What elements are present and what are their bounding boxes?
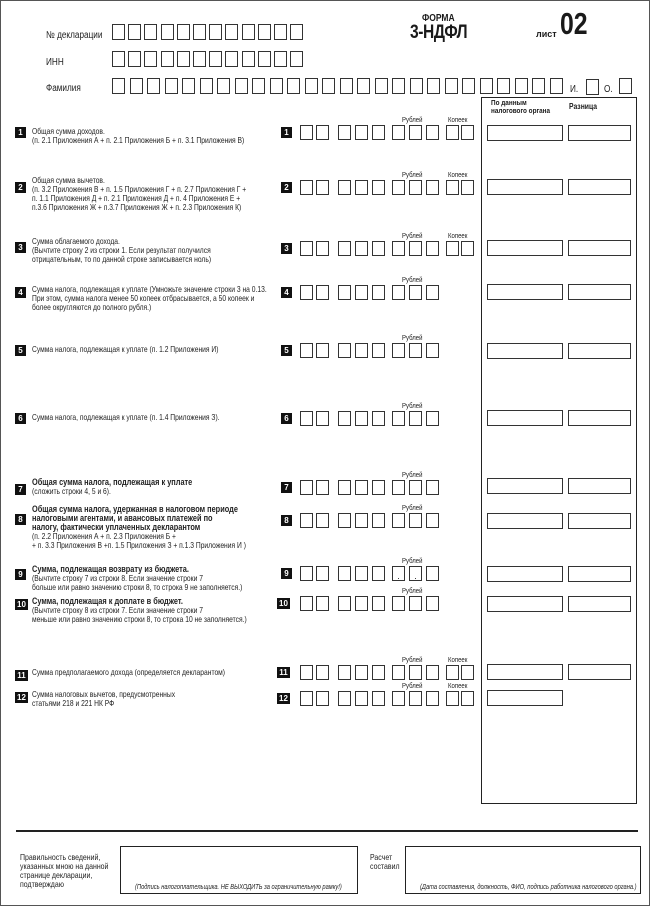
- kopeck-digit-cell[interactable]: [446, 180, 459, 195]
- ruble-digit-cell[interactable]: [338, 480, 351, 495]
- ruble-digit-cell[interactable]: [392, 180, 405, 195]
- ruble-digit-cell[interactable]: [372, 480, 385, 495]
- ruble-digit-cell[interactable]: [355, 180, 368, 195]
- difference-value-box[interactable]: [568, 284, 631, 300]
- difference-value-box[interactable]: [568, 566, 631, 582]
- tax-authority-value-box[interactable]: [487, 125, 563, 141]
- calculation-label: [370, 853, 400, 871]
- kopeck-digit-cell[interactable]: [461, 125, 474, 140]
- inn-digit-cell[interactable]: [274, 51, 287, 67]
- surname-letter-cell[interactable]: [200, 78, 213, 94]
- line-number-badge-right: 11: [277, 667, 290, 678]
- ruble-digit-cell[interactable]: [409, 343, 422, 358]
- line-text: Сумма налога, подлежащая к уплате (п. 1.4 Приложения З).: [32, 413, 220, 422]
- ruble-digit-cell[interactable]: [355, 691, 368, 706]
- kopeck-digit-cell[interactable]: [446, 665, 459, 680]
- line-description: [32, 478, 192, 496]
- line-text: (Вычтите строку 8 из строки 7. Если значение строки 7: [32, 606, 203, 615]
- declaration-digit-cell[interactable]: [258, 24, 271, 40]
- line-description: [32, 668, 225, 677]
- line-description: [32, 345, 218, 354]
- ruble-digit-cell[interactable]: [372, 411, 385, 426]
- rubles-label: Рублей: [402, 170, 423, 179]
- ruble-digit-cell[interactable]: [372, 665, 385, 680]
- tax-authority-value-box[interactable]: [487, 566, 563, 582]
- ruble-digit-cell[interactable]: [338, 125, 351, 140]
- line-title: налоговыми агентами, и авансовых платежей по: [32, 513, 213, 523]
- line-number-badge: 1: [15, 127, 26, 138]
- line-number-badge: 2: [15, 182, 26, 193]
- footer-divider: [16, 830, 638, 832]
- ruble-digit-cell[interactable]: [372, 691, 385, 706]
- patronymic-initial-field[interactable]: [619, 78, 632, 94]
- line-text: (Вычтите строку 2 из строки 1. Если результат получился: [32, 246, 211, 255]
- sheet-label: лист: [536, 29, 557, 39]
- surname-letter-cell[interactable]: [217, 78, 230, 94]
- ruble-digit-cell[interactable]: [338, 513, 351, 528]
- surname-letter-cell[interactable]: [410, 78, 423, 94]
- line-title: Общая сумма налога, удержанная в налоговом периоде: [32, 504, 238, 514]
- surname-letter-cell[interactable]: [375, 78, 388, 94]
- difference-column-header: Разница: [569, 102, 598, 111]
- declaration-digit-cell[interactable]: [193, 24, 206, 40]
- ruble-digit-cell[interactable]: [409, 241, 422, 256]
- ruble-digit-cell[interactable]: [338, 285, 351, 300]
- surname-letter-cell[interactable]: [340, 78, 353, 94]
- ruble-digit-cell[interactable]: [392, 513, 405, 528]
- tax-authority-header-line1: По данным: [491, 98, 527, 107]
- line-number-badge-right: 9: [281, 568, 292, 579]
- ruble-digit-cell[interactable]: [300, 596, 313, 611]
- inn-digit-cell[interactable]: [193, 51, 206, 67]
- ruble-digit-cell[interactable]: [316, 125, 329, 140]
- confirmation-line: подтверждаю: [20, 879, 64, 889]
- line-title: Общая сумма налога, подлежащая к уплате: [32, 477, 193, 487]
- tax-authority-header-line2: налогового органа: [491, 106, 551, 115]
- ruble-digit-cell[interactable]: .: [392, 566, 405, 581]
- tax-authority-column-header: [491, 99, 550, 115]
- rubles-label: Рублей: [402, 681, 423, 690]
- line-number-badge-right: 10: [277, 598, 290, 609]
- ruble-digit-cell[interactable]: [300, 343, 313, 358]
- declaration-digit-cell[interactable]: [290, 24, 303, 40]
- difference-value-box[interactable]: [568, 478, 631, 494]
- surname-letter-cell[interactable]: [515, 78, 528, 94]
- line-number-badge: 9: [15, 569, 26, 580]
- kopecks-label: Копеек: [448, 681, 468, 690]
- difference-value-box[interactable]: [568, 513, 631, 529]
- ruble-digit-cell[interactable]: [392, 596, 405, 611]
- line-text: Сумма облагаемого дохода.: [32, 237, 120, 246]
- line-description: [32, 505, 246, 550]
- inn-label: ИНН: [46, 57, 64, 68]
- surname-letter-cell[interactable]: [235, 78, 248, 94]
- ruble-digit-cell[interactable]: [409, 180, 422, 195]
- calculation-label-line: Расчет: [370, 852, 393, 862]
- difference-value-box[interactable]: [568, 664, 631, 680]
- ruble-digit-cell[interactable]: [338, 411, 351, 426]
- line-title: Сумма, подлежащая к доплате в бюджет.: [32, 596, 183, 606]
- ruble-digit-cell[interactable]: [338, 180, 351, 195]
- line-number-badge-right: 1: [281, 127, 292, 138]
- ruble-digit-cell[interactable]: [392, 343, 405, 358]
- ruble-digit-cell[interactable]: [300, 665, 313, 680]
- ruble-digit-cell[interactable]: [355, 480, 368, 495]
- ruble-digit-cell[interactable]: [426, 513, 439, 528]
- line-text: Общая сумма доходов.: [32, 127, 105, 136]
- surname-letter-cell[interactable]: [305, 78, 318, 94]
- line-text: Общая сумма вычетов.: [32, 176, 105, 185]
- ruble-digit-cell[interactable]: [409, 411, 422, 426]
- confirmation-line: Правильность сведений,: [20, 852, 101, 862]
- line-text: п. 1.1 Приложения Д + п. 2.1 Приложения Д + п. 4 Приложения Е +: [32, 194, 241, 203]
- tax-authority-value-box[interactable]: [487, 410, 563, 426]
- surname-letter-cell[interactable]: [130, 78, 143, 94]
- ruble-digit-cell[interactable]: [300, 125, 313, 140]
- ruble-digit-cell[interactable]: [355, 566, 368, 581]
- line-text: п.3.6 Приложения Ж + п.3.7 Приложения Ж + п. 2.3 Приложения К): [32, 203, 242, 212]
- surname-letter-cell[interactable]: [182, 78, 195, 94]
- line-text: (п. 2.1 Приложения А + п. 2.1 Приложения Б + п. 3.1 Приложения В): [32, 136, 245, 145]
- first-initial-label: И.: [570, 84, 579, 95]
- surname-letter-cell[interactable]: [270, 78, 283, 94]
- ruble-digit-cell[interactable]: [392, 125, 405, 140]
- surname-letter-cell[interactable]: [165, 78, 178, 94]
- tax-authority-value-box[interactable]: [487, 690, 563, 706]
- line-text: Сумма налога, подлежащая к уплате (п. 1.2 Приложения И): [32, 345, 219, 354]
- ruble-digit-cell[interactable]: [372, 513, 385, 528]
- kopecks-label: Копеек: [448, 231, 468, 240]
- confirmation-text: [20, 853, 108, 889]
- ruble-digit-cell[interactable]: [300, 691, 313, 706]
- surname-letter-cell[interactable]: [357, 78, 370, 94]
- line-number-badge-right: 3: [281, 243, 292, 254]
- ruble-digit-cell[interactable]: [372, 125, 385, 140]
- ruble-digit-cell[interactable]: [300, 241, 313, 256]
- line-text: отрицательным, то по данной строке записывается ноль): [32, 255, 212, 264]
- ruble-digit-cell[interactable]: [355, 125, 368, 140]
- rubles-label: Рублей: [402, 556, 423, 565]
- ruble-digit-cell[interactable]: [300, 480, 313, 495]
- ruble-digit-cell[interactable]: [392, 691, 405, 706]
- declaration-digit-cell[interactable]: [161, 24, 174, 40]
- surname-letter-cell[interactable]: [497, 78, 510, 94]
- tax-authority-value-box[interactable]: [487, 664, 563, 680]
- kopeck-digit-cell[interactable]: [461, 180, 474, 195]
- ruble-digit-cell[interactable]: [355, 343, 368, 358]
- ruble-digit-cell[interactable]: [355, 513, 368, 528]
- ruble-digit-cell[interactable]: [426, 480, 439, 495]
- ruble-digit-cell[interactable]: [316, 343, 329, 358]
- ruble-digit-cell[interactable]: [338, 596, 351, 611]
- tax-authority-value-box[interactable]: [487, 179, 563, 195]
- line-number-badge: 8: [15, 514, 26, 525]
- surname-letter-cell[interactable]: [287, 78, 300, 94]
- taxpayer-signature-hint: (Подпись налогоплательщика. НЕ ВЫХОДИТЬ за ограничительную рамку!): [135, 884, 342, 891]
- line-text: (Вычтите строку 7 из строки 8. Если значение строки 7: [32, 574, 203, 583]
- first-initial-field[interactable]: [586, 79, 599, 95]
- rubles-label: Рублей: [402, 503, 423, 512]
- line-number-badge: 4: [15, 287, 26, 298]
- ruble-digit-cell[interactable]: [316, 285, 329, 300]
- inn-digit-cell[interactable]: [242, 51, 255, 67]
- kopecks-label: Копеек: [448, 115, 468, 124]
- ruble-digit-cell[interactable]: [392, 241, 405, 256]
- kopeck-digit-cell[interactable]: [461, 241, 474, 256]
- declaration-digit-cell[interactable]: [209, 24, 222, 40]
- line-number-badge-right: 12: [277, 693, 290, 704]
- line-description: [32, 127, 244, 145]
- ruble-digit-cell[interactable]: [426, 566, 439, 581]
- inn-digit-cell[interactable]: [177, 51, 190, 67]
- kopeck-digit-cell[interactable]: [461, 665, 474, 680]
- kopeck-digit-cell[interactable]: [461, 691, 474, 706]
- line-description: [32, 597, 247, 624]
- calculation-label-line: составил: [370, 861, 400, 871]
- ruble-digit-cell[interactable]: [426, 343, 439, 358]
- rubles-label: Рублей: [402, 586, 423, 595]
- ruble-digit-cell[interactable]: [372, 596, 385, 611]
- ruble-digit-cell[interactable]: [372, 180, 385, 195]
- line-number-badge-right: 4: [281, 287, 292, 298]
- ruble-digit-cell[interactable]: [355, 411, 368, 426]
- line-number-badge-right: 2: [281, 182, 292, 193]
- inn-digit-cell[interactable]: [209, 51, 222, 67]
- inn-digit-cell[interactable]: [225, 51, 238, 67]
- inn-digit-cell[interactable]: [161, 51, 174, 67]
- tax-authority-value-box[interactable]: [487, 513, 563, 529]
- line-text: более округляются до полного рубля.): [32, 303, 152, 312]
- confirmation-line: указанных мною на данной: [20, 861, 109, 871]
- surname-letter-cell[interactable]: [550, 78, 563, 94]
- ruble-digit-cell[interactable]: [409, 665, 422, 680]
- ruble-digit-cell[interactable]: [300, 285, 313, 300]
- ruble-digit-cell[interactable]: [316, 241, 329, 256]
- ruble-digit-cell[interactable]: [355, 241, 368, 256]
- rubles-label: Рублей: [402, 115, 423, 124]
- line-text: При этом, сумма налога менее 50 копеек отбрасывается, а 50 копеек и: [32, 294, 255, 303]
- rubles-label: Рублей: [402, 470, 423, 479]
- line-number-badge-right: 5: [281, 345, 292, 356]
- ruble-digit-cell[interactable]: [338, 566, 351, 581]
- line-text: больше или равно значению строки 8, то строка 9 не заполняется.): [32, 583, 243, 592]
- line-text: Сумма налога, подлежащая к уплате (Умножьте значение строки 3 на 0.13.: [32, 285, 267, 294]
- line-number-badge-right: 8: [281, 515, 292, 526]
- difference-value-box[interactable]: [568, 125, 631, 141]
- declaration-digit-cell[interactable]: [128, 24, 141, 40]
- line-number-badge: 11: [15, 670, 28, 681]
- surname-letter-cell[interactable]: [445, 78, 458, 94]
- inn-digit-cell[interactable]: [144, 51, 157, 67]
- line-text: Сумма предполагаемого дохода (определяется декларантом): [32, 668, 226, 677]
- line-number-badge: 6: [15, 413, 26, 424]
- line-description: [32, 237, 211, 264]
- sheet-number: 02: [560, 6, 588, 41]
- form-name: 3-НДФЛ: [410, 22, 468, 43]
- surname-letter-cell[interactable]: [427, 78, 440, 94]
- difference-value-box[interactable]: [568, 596, 631, 612]
- ruble-digit-cell[interactable]: [316, 596, 329, 611]
- line-title: Сумма, подлежащая возврату из бюджета.: [32, 564, 189, 574]
- ruble-digit-cell[interactable]: [409, 285, 422, 300]
- ruble-digit-cell[interactable]: [426, 180, 439, 195]
- surname-letter-cell[interactable]: [322, 78, 335, 94]
- line-text: меньше или равно значению строки 8, то строка 10 не заполняется.): [32, 615, 247, 624]
- ruble-digit-cell[interactable]: [372, 285, 385, 300]
- ruble-digit-cell[interactable]: [316, 411, 329, 426]
- kopeck-digit-cell[interactable]: [446, 691, 459, 706]
- line-text: (п. 3.2 Приложения В + п. 1.5 Приложения Г + п. 2.7 Приложения Г +: [32, 185, 247, 194]
- ruble-digit-cell[interactable]: [300, 411, 313, 426]
- ruble-digit-cell[interactable]: [426, 125, 439, 140]
- confirmation-line: странице декларации,: [20, 870, 93, 880]
- ruble-digit-cell[interactable]: [409, 513, 422, 528]
- line-description: [32, 565, 242, 592]
- tax-authority-value-box[interactable]: [487, 596, 563, 612]
- ruble-digit-cell[interactable]: [426, 241, 439, 256]
- tax-officer-hint: (Дата составления, должность, ФИО, подпись работника налогового органа.): [420, 884, 637, 891]
- rubles-label: Рублей: [402, 655, 423, 664]
- rubles-label: Рублей: [402, 231, 423, 240]
- inn-digit-cell[interactable]: [258, 51, 271, 67]
- tax-authority-value-box[interactable]: [487, 343, 563, 359]
- line-text: статьями 218 и 221 НК РФ: [32, 699, 115, 708]
- ruble-digit-cell[interactable]: [392, 665, 405, 680]
- declaration-digit-cell[interactable]: [177, 24, 190, 40]
- inn-digit-cell[interactable]: [112, 51, 125, 67]
- ruble-digit-cell[interactable]: [409, 125, 422, 140]
- line-text: + п. 3.3 Приложения В +п. 1.5 Приложения З + п.1.3 Приложения И ): [32, 541, 246, 550]
- line-description: [32, 176, 246, 212]
- ruble-digit-cell[interactable]: [409, 691, 422, 706]
- ruble-digit-cell[interactable]: .: [409, 566, 422, 581]
- line-number-badge: 7: [15, 484, 26, 495]
- patronymic-initial-label: О.: [604, 84, 613, 95]
- inn-digit-cell[interactable]: [290, 51, 303, 67]
- surname-letter-cell[interactable]: [462, 78, 475, 94]
- inn-digit-cell[interactable]: [128, 51, 141, 67]
- surname-letter-cell[interactable]: [252, 78, 265, 94]
- line-number-badge: 10: [15, 599, 28, 610]
- line-description: [32, 285, 267, 312]
- surname-letter-cell[interactable]: [392, 78, 405, 94]
- line-text: (п. 2.2 Приложения А + п. 2.3 Приложения Б +: [32, 532, 176, 541]
- ruble-digit-cell[interactable]: [316, 691, 329, 706]
- declaration-digit-cell[interactable]: [144, 24, 157, 40]
- ruble-digit-cell[interactable]: [426, 411, 439, 426]
- declaration-digit-cell[interactable]: [242, 24, 255, 40]
- surname-label: Фамилия: [46, 83, 81, 94]
- ruble-digit-cell[interactable]: [409, 596, 422, 611]
- difference-value-box[interactable]: [568, 343, 631, 359]
- difference-value-box[interactable]: [568, 240, 631, 256]
- kopecks-label: Копеек: [448, 655, 468, 664]
- declaration-number-label: № декларации: [46, 30, 103, 41]
- rubles-label: Рублей: [402, 333, 423, 342]
- surname-letter-cell[interactable]: [532, 78, 545, 94]
- ruble-digit-cell[interactable]: [409, 480, 422, 495]
- ruble-digit-cell[interactable]: [338, 241, 351, 256]
- line-number-badge-right: 7: [281, 482, 292, 493]
- difference-value-box[interactable]: [568, 410, 631, 426]
- ruble-digit-cell[interactable]: [355, 596, 368, 611]
- ruble-digit-cell[interactable]: [372, 343, 385, 358]
- form-label: ФОРМА: [422, 13, 455, 24]
- ruble-digit-cell[interactable]: [392, 285, 405, 300]
- ruble-digit-cell[interactable]: [355, 665, 368, 680]
- ruble-digit-cell[interactable]: [338, 691, 351, 706]
- ruble-digit-cell[interactable]: [392, 411, 405, 426]
- ruble-digit-cell[interactable]: [372, 566, 385, 581]
- declaration-digit-cell[interactable]: [225, 24, 238, 40]
- ruble-digit-cell[interactable]: [355, 285, 368, 300]
- ruble-digit-cell[interactable]: [426, 596, 439, 611]
- ruble-digit-cell[interactable]: [300, 513, 313, 528]
- line-text: Сумма налоговых вычетов, предусмотренных: [32, 690, 176, 699]
- line-number-badge: 5: [15, 345, 26, 356]
- ruble-digit-cell[interactable]: [316, 480, 329, 495]
- ruble-digit-cell[interactable]: [300, 180, 313, 195]
- tax-authority-value-box[interactable]: [487, 478, 563, 494]
- line-description: [32, 690, 175, 708]
- surname-letter-cell[interactable]: [480, 78, 493, 94]
- surname-letter-cell[interactable]: [112, 78, 125, 94]
- declaration-digit-cell[interactable]: [274, 24, 287, 40]
- ruble-digit-cell[interactable]: [316, 180, 329, 195]
- ruble-digit-cell[interactable]: [426, 665, 439, 680]
- surname-letter-cell[interactable]: [147, 78, 160, 94]
- ruble-digit-cell[interactable]: [426, 285, 439, 300]
- declaration-digit-cell[interactable]: [112, 24, 125, 40]
- rubles-label: Рублей: [402, 401, 423, 410]
- difference-value-box[interactable]: [568, 179, 631, 195]
- ruble-digit-cell[interactable]: [316, 566, 329, 581]
- ruble-digit-cell[interactable]: [316, 665, 329, 680]
- ruble-digit-cell[interactable]: [316, 513, 329, 528]
- line-description: [32, 413, 220, 422]
- ruble-digit-cell[interactable]: [338, 343, 351, 358]
- kopeck-digit-cell[interactable]: [446, 125, 459, 140]
- kopecks-label: Копеек: [448, 170, 468, 179]
- ruble-digit-cell[interactable]: [372, 241, 385, 256]
- kopeck-digit-cell[interactable]: [446, 241, 459, 256]
- ruble-digit-cell[interactable]: [338, 665, 351, 680]
- line-title: налогу, фактически уплаченных декларантом: [32, 522, 201, 532]
- line-number-badge: 12: [15, 692, 28, 703]
- tax-authority-value-box[interactable]: [487, 240, 563, 256]
- line-number-badge: 3: [15, 242, 26, 253]
- tax-authority-value-box[interactable]: [487, 284, 563, 300]
- line-number-badge-right: 6: [281, 413, 292, 424]
- ruble-digit-cell[interactable]: [392, 480, 405, 495]
- ruble-digit-cell[interactable]: [426, 691, 439, 706]
- ruble-digit-cell[interactable]: [300, 566, 313, 581]
- line-text: (сложить строки 4, 5 и 6).: [32, 487, 111, 496]
- rubles-label: Рублей: [402, 275, 423, 284]
